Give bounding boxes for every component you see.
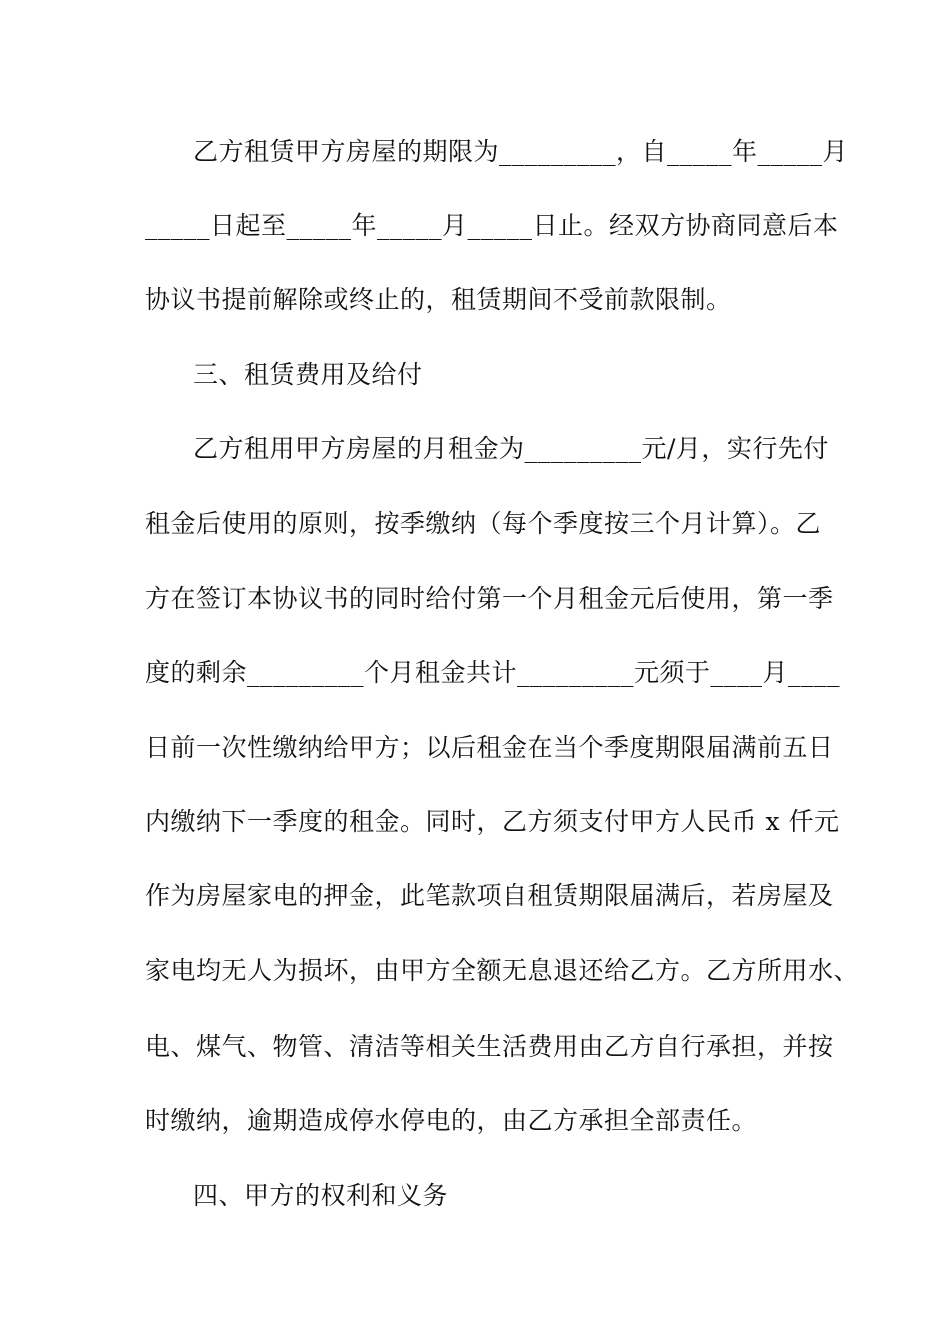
- paragraph-rent-line-2: 租金后使用的原则，按季缴纳（每个季度按三个月计算）。乙: [145, 509, 822, 538]
- paragraph-rent-line-8: 家电均无人为损坏，由甲方全额无息退还给乙方。乙方所用水、: [145, 956, 860, 985]
- section-heading-party-a-rights: 四、甲方的权利和义务: [193, 1181, 449, 1210]
- paragraph-lease-term-line-2: _____日起至_____年_____月_____日止。经双方协商同意后本: [145, 211, 839, 240]
- paragraph-rent-line-7: 作为房屋家电的押金，此笔款项自租赁期限届满后，若房屋及: [145, 881, 834, 910]
- paragraph-rent-line-5: 日前一次性缴纳给甲方；以后租金在当个季度期限届满前五日: [145, 733, 834, 762]
- paragraph-rent-line-9: 电、煤气、物管、清洁等相关生活费用由乙方自行承担，并按: [145, 1032, 834, 1061]
- paragraph-rent-line-6: 内缴纳下一季度的租金。同时，乙方须支付甲方人民币 x 仟元: [145, 807, 840, 836]
- paragraph-rent-line-3: 方在签订本协议书的同时给付第一个月租金元后使用，第一季: [145, 584, 834, 613]
- paragraph-rent-line-10: 时缴纳，逾期造成停水停电的，由乙方承担全部责任。: [145, 1106, 758, 1135]
- paragraph-rent-line-1: 乙方租用甲方房屋的月租金为_________元/月，实行先付: [193, 434, 829, 463]
- paragraph-lease-term-line-1: 乙方租赁甲方房屋的期限为_________，自_____年_____月: [193, 137, 849, 166]
- paragraph-rent-line-4: 度的剩余_________个月租金共计_________元须于____月____: [145, 658, 841, 687]
- paragraph-lease-term-line-3: 协议书提前解除或终止的，租赁期间不受前款限制。: [145, 285, 732, 314]
- section-heading-rent-payment: 三、租赁费用及给付: [193, 360, 423, 389]
